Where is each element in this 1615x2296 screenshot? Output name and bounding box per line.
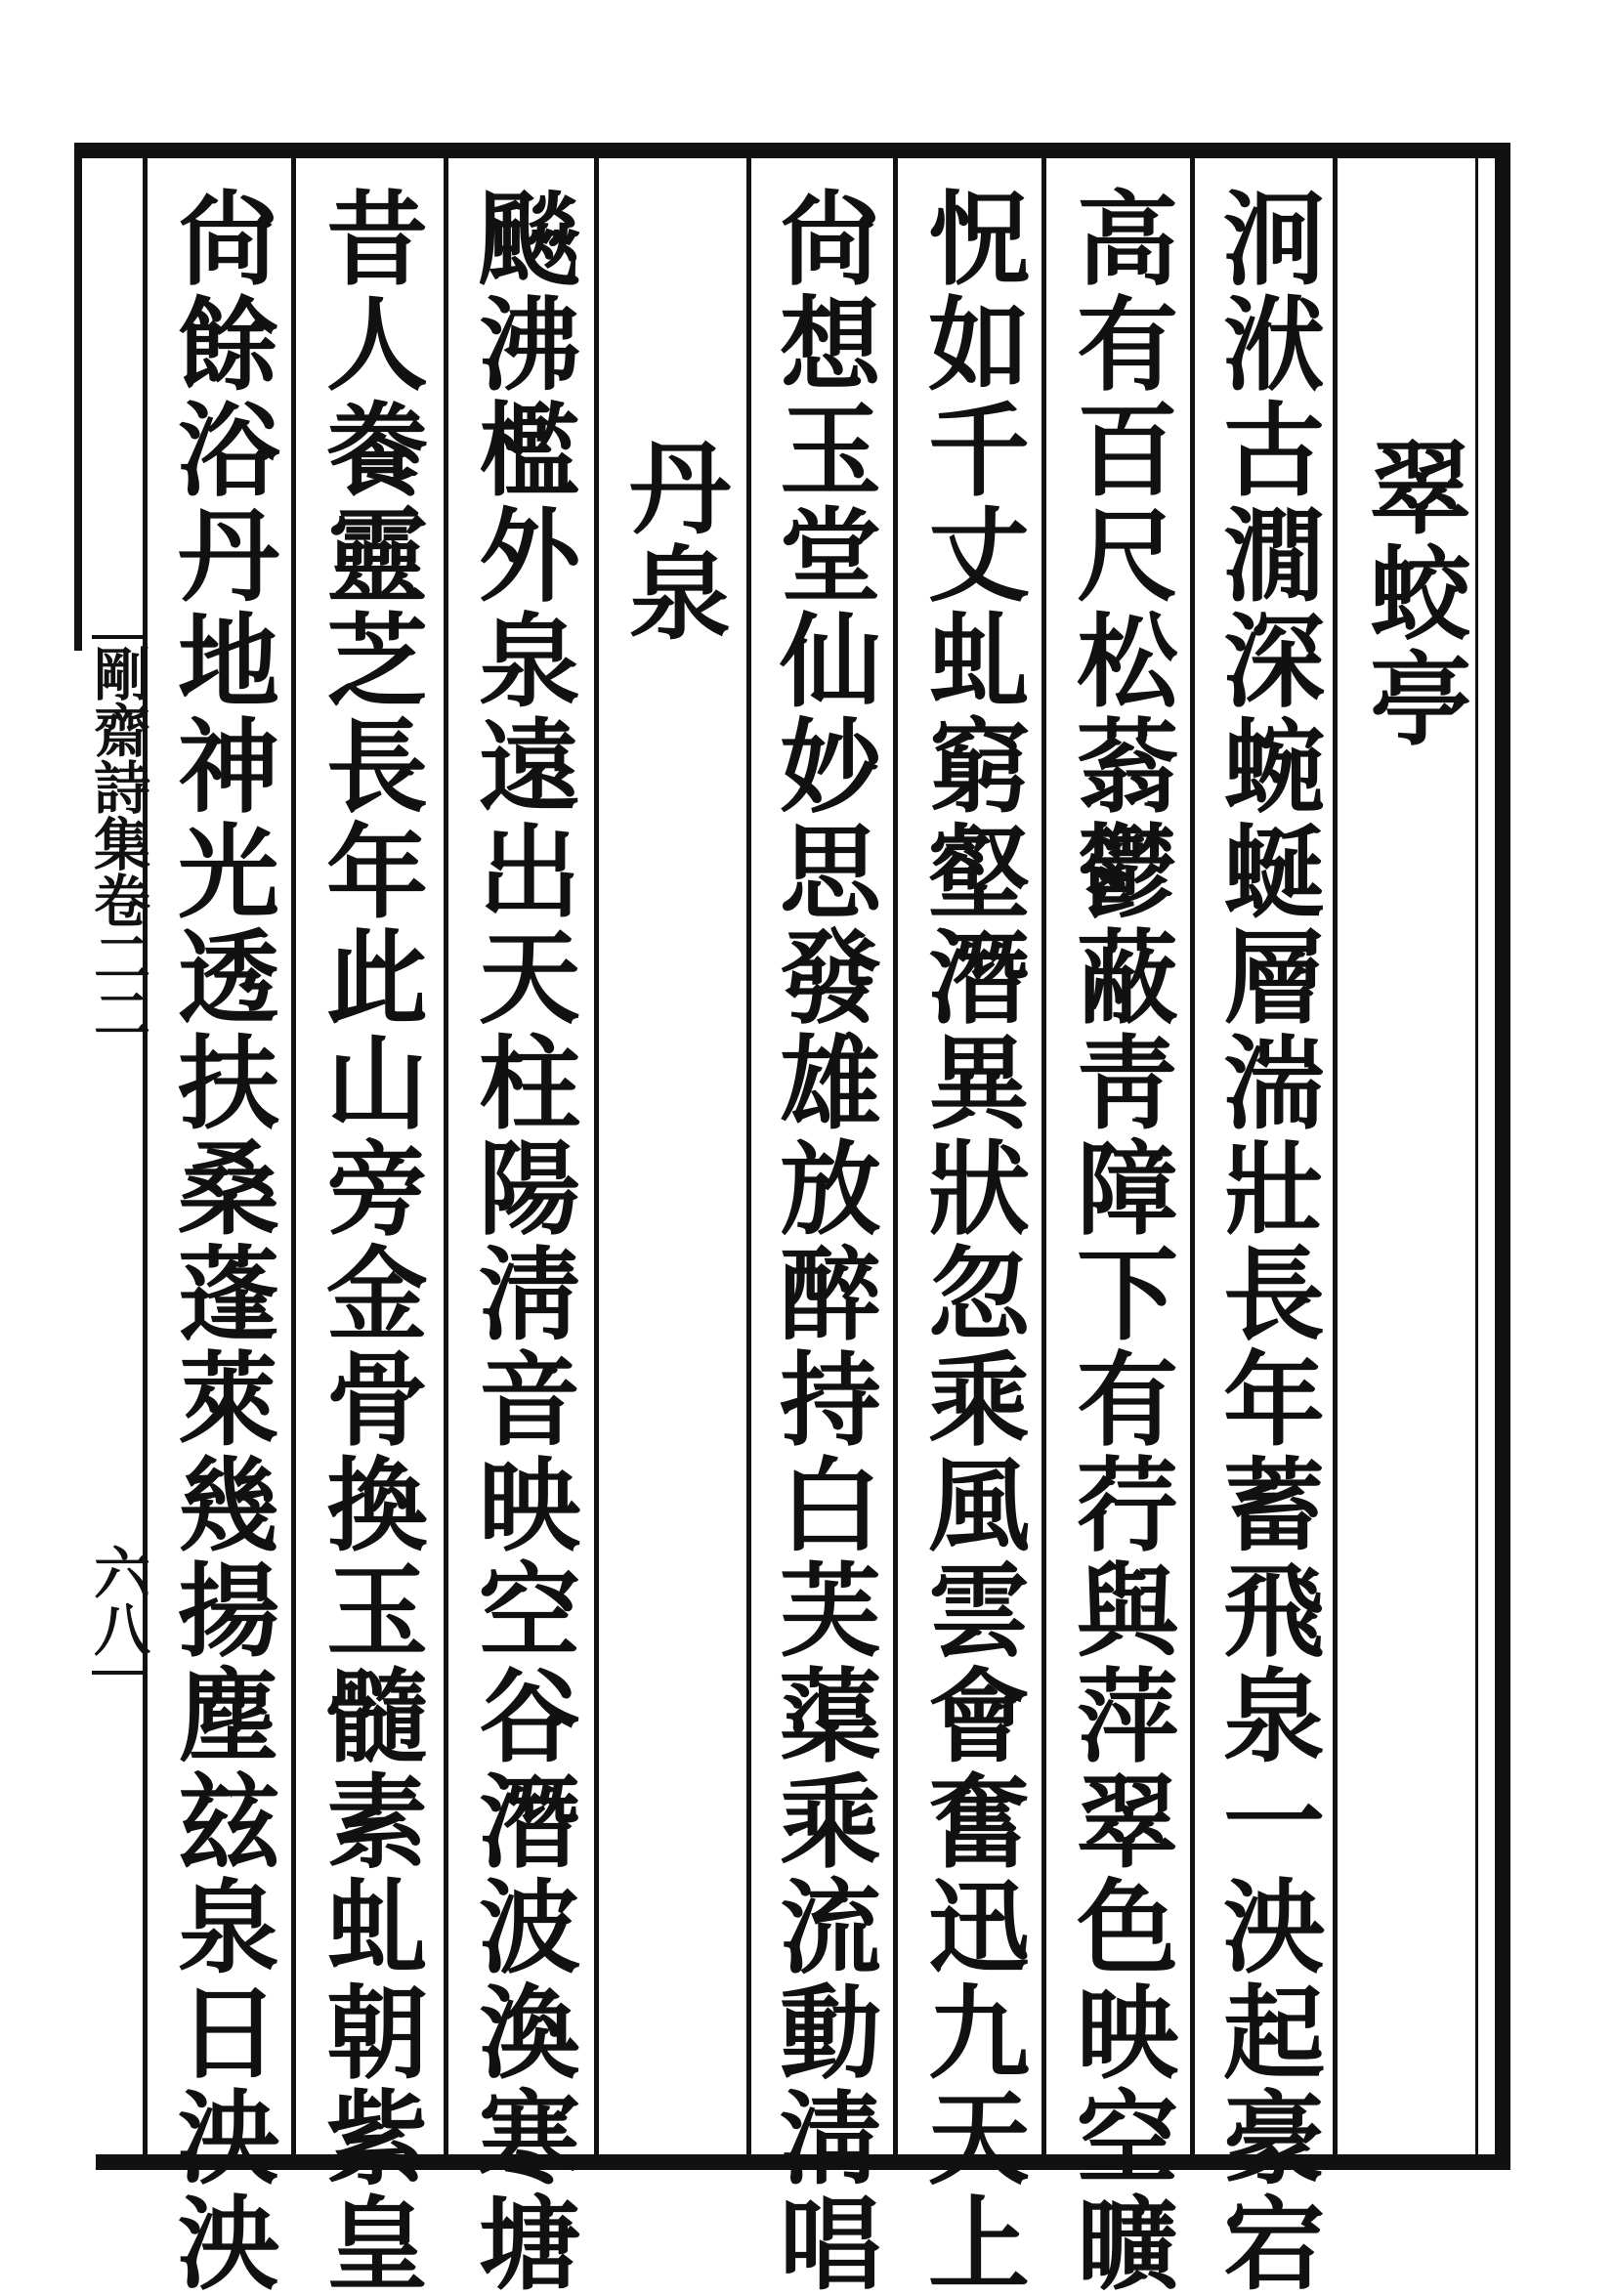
poem-title: 翠蛟亭 bbox=[1352, 435, 1472, 751]
verse-column bbox=[1047, 156, 1190, 2296]
poem-title-column bbox=[600, 156, 743, 2155]
poem-title: 丹泉 bbox=[612, 435, 732, 646]
column-divider bbox=[1041, 156, 1046, 2155]
column-divider bbox=[594, 156, 599, 2155]
verse-line: 飈沸檻外泉遠出天柱陽淸音映空谷潛波渙寒塘 bbox=[461, 186, 581, 2296]
verse-line: 尙餘浴丹地神光透扶桑蓬萊幾揚塵玆泉日泱泱 bbox=[160, 186, 280, 2296]
column-divider bbox=[444, 156, 448, 2155]
verse-column bbox=[750, 156, 893, 2296]
verse-column bbox=[149, 156, 291, 2296]
column-divider bbox=[893, 156, 898, 2155]
verse-line: 高有百尺松蓊鬱蔽靑障下有荇與萍翠色映空曠 bbox=[1059, 186, 1179, 2296]
verse-column bbox=[449, 156, 592, 2296]
folio-number: 六八 bbox=[84, 1544, 150, 1657]
spine-mark bbox=[92, 635, 147, 639]
verse-column bbox=[899, 156, 1041, 2296]
spine-mark bbox=[92, 1671, 147, 1675]
column-divider bbox=[291, 156, 296, 2155]
frame-left-rule bbox=[74, 143, 82, 651]
verse-column bbox=[297, 156, 440, 2296]
verse-line: 昔人餋靈芝長年此山旁金骨換玉髓素虬朝紫皇 bbox=[309, 186, 429, 2296]
frame-right-outer-rule bbox=[1495, 143, 1510, 2170]
verse-column bbox=[1194, 156, 1337, 2296]
verse-line: 尙想玉堂仙妙思發雄放醉持白芙蕖乘流動淸唱 bbox=[762, 186, 882, 2296]
verse-line: 泂洑古㵎深蜿蜒層湍壯長年蓄飛泉一泱起豪宕 bbox=[1206, 186, 1326, 2296]
poem-title-column bbox=[1340, 156, 1483, 2155]
margin-spine bbox=[84, 606, 150, 2169]
spine-title: 剛齋詩集卷二二 bbox=[84, 645, 150, 1042]
verse-line: 怳如千丈虬窮壑潛異狀忽乘風雲會奮迅九天上 bbox=[911, 186, 1031, 2296]
